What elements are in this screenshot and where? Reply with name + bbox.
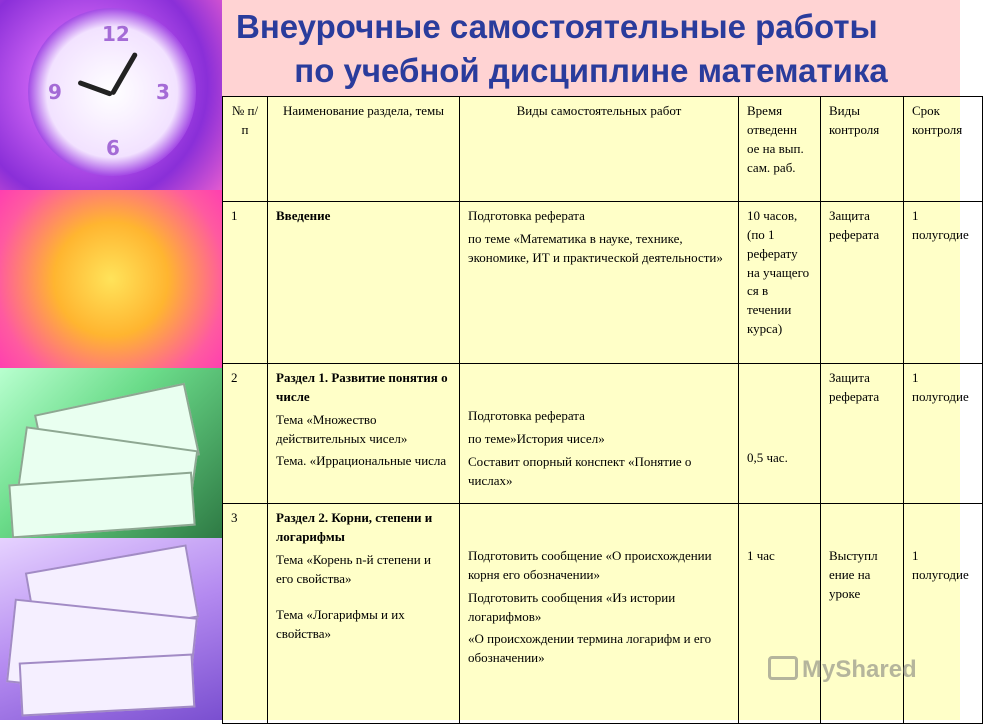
watermark — [768, 656, 917, 684]
row-time — [739, 504, 821, 724]
row-time: 10 часов, (по 1 реферату на учащего ся в течении курса) — [739, 202, 821, 364]
row-work-types — [460, 504, 739, 724]
clock-hand — [110, 52, 138, 96]
clock-image — [28, 8, 196, 176]
section-topic: Тема «Логарифмы и их свойства» — [276, 607, 405, 642]
section-title: Введение — [276, 208, 331, 223]
table-row — [223, 504, 983, 724]
table-header-row — [223, 97, 983, 202]
work-type-line: «О происхождении термина логарифм и его обозначении» — [468, 631, 712, 666]
purple-clock-photo — [0, 0, 222, 190]
row-term — [904, 504, 983, 724]
row-control: Защита реферата — [821, 364, 904, 504]
clock-numeral: 12 — [102, 22, 130, 46]
clock-numeral: 9 — [48, 80, 62, 104]
work-type-line: Подготовка реферата — [468, 208, 585, 223]
section-title: Раздел 2. Корни, степени и логарифмы — [276, 510, 433, 544]
row-num: 3 — [223, 504, 268, 724]
section-title: Раздел 1. Развитие понятия о числе — [276, 370, 448, 404]
purple-papers-photo — [0, 538, 222, 720]
header-control: Виды контроля — [821, 97, 904, 202]
section-topic: Тема «Множество действительных чисел» — [276, 411, 408, 446]
table-row — [223, 202, 983, 364]
orange-clock-photo — [0, 190, 222, 368]
row-control — [821, 504, 904, 724]
time-value: 0,5 час. — [747, 450, 788, 465]
term-value: 1 полугодие — [912, 548, 969, 582]
section-topic: Тема «Корень n-й степени и его свойства» — [276, 551, 431, 586]
work-type-line: по теме «Математика в науке, технике, экономике, ИТ и практической деятельности» — [468, 230, 723, 265]
row-work-types — [460, 202, 739, 364]
header-time: Время отведенн ое на вып. сам. раб. — [739, 97, 821, 202]
work-type-line: Подготовка реферата — [468, 408, 585, 423]
header-term: Срок контроля — [904, 97, 983, 202]
independent-work-table — [222, 96, 983, 724]
clock-hand — [77, 80, 113, 97]
row-section — [268, 202, 460, 364]
row-work-types — [460, 364, 739, 504]
row-section — [268, 364, 460, 504]
work-type-line: Составит опорный конспект «Понятие о числах» — [468, 453, 692, 488]
control-value: Выступл ение на уроке — [829, 548, 878, 601]
row-term: 1 полугодие — [904, 364, 983, 504]
work-type-line: по теме»История чисел» — [468, 430, 605, 446]
header-work-types: Виды самостоятельных работ — [460, 97, 739, 202]
time-value: 1 час — [747, 548, 775, 563]
paper-sheet — [19, 653, 196, 716]
row-control: Защита реферата — [821, 202, 904, 364]
watermark-text: MyShared — [802, 656, 917, 683]
header-num: № п/п — [223, 97, 268, 202]
page-title-line1: Внеурочные самостоятельные работы — [236, 8, 878, 45]
decorative-photo-strip — [0, 0, 222, 720]
row-num: 2 — [223, 364, 268, 504]
table-row — [223, 364, 983, 504]
clock-numeral: 3 — [156, 80, 170, 104]
row-section — [268, 504, 460, 724]
paper-sheet — [8, 472, 195, 539]
row-num: 1 — [223, 202, 268, 364]
work-table-container — [222, 96, 969, 720]
title-area — [222, 0, 960, 96]
presentation-icon — [768, 656, 798, 680]
row-time — [739, 364, 821, 504]
row-term: 1 полугодие — [904, 202, 983, 364]
header-section: Наименование раздела, темы — [268, 97, 460, 202]
work-type-line: Подготовить сообщения «Из истории логарифмов» — [468, 589, 676, 624]
section-topic: Тема. «Иррациональные числа — [276, 453, 447, 469]
green-papers-photo — [0, 368, 222, 538]
clock-numeral: 6 — [106, 136, 120, 160]
page-title-line2: по учебной дисциплине математика — [294, 52, 888, 89]
work-type-line: Подготовить сообщение «О происхождении корня его обозначении» — [468, 548, 712, 582]
